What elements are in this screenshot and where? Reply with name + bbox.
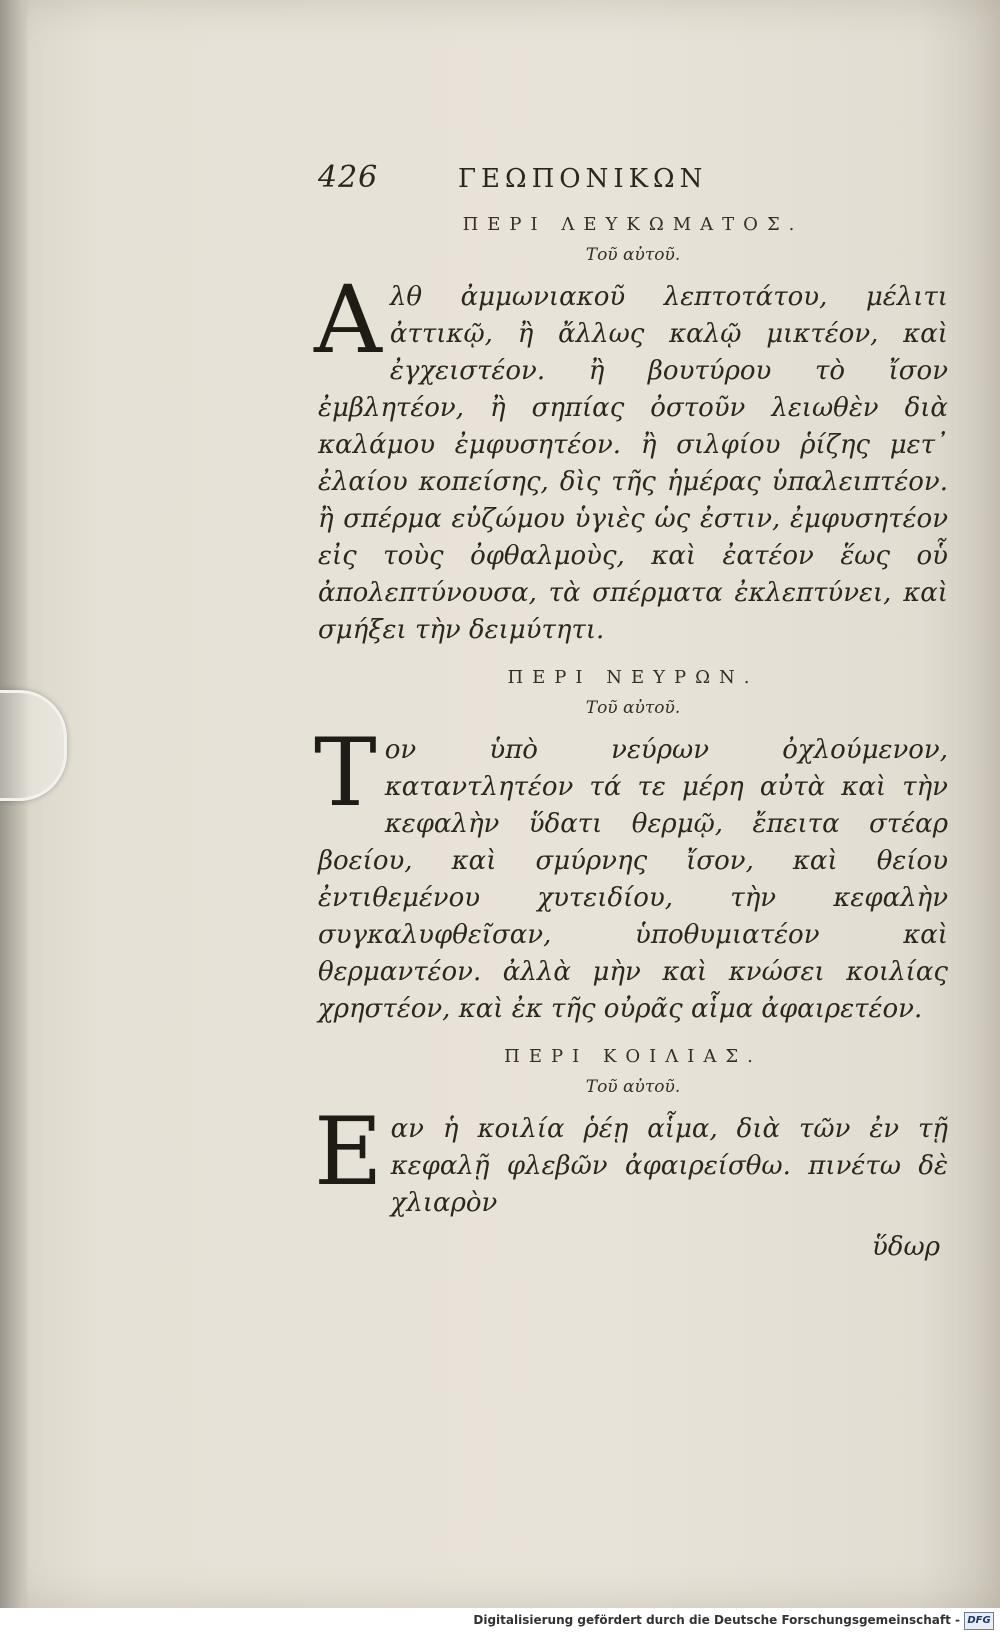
page-clip [0, 690, 67, 801]
paragraph-text: λθ ἀμμωνιακοῦ λεπτοτάτου, μέλιτι ἀττικῷ, ἢ ἄλλως καλῷ μικτέον, καὶ ἐγχειστέον. ἢ βουτύρου τὸ ἴσον ἐμβλητέον, ἢ σηπίας ὀστοῦν λειωθὲν διὰ καλάμου ἐμφυσητέον. ἢ σιλφίου ῥίζης μετ᾽ ἐλαίου κοπείσης, δὶς τῆς ἡμέρας ὑπαλειπτέον. ἢ σπέρμα εὐζώμου ὑγιὲς ὡς ἐστιν, ἐμφυσητέον εἰς τοὺς ὀφθαλμοὺς, καὶ ἐατέον ἕως οὗ ἀπολεπτύνουσα, τὰ σπέρματα ἐκλεπτύνει, καὶ σμήξει τὴν δειμύτητι. [318, 282, 948, 645]
section-paragraph [314, 719, 948, 1028]
page-gutter-edge [0, 0, 28, 1608]
section-title: ΠΕΡΙ ΚΟΙΛΙΑΣ. [504, 1046, 762, 1067]
page-number: 426 [318, 160, 379, 195]
drop-cap-initial: Α [314, 266, 382, 375]
catchword: ὕδωρ [872, 1232, 940, 1262]
section-subtitle: Τοῦ αὐτοῦ. [585, 698, 681, 718]
section-koilias [314, 1046, 948, 1222]
dfg-logo: DFG [964, 1612, 994, 1630]
section-neuron [314, 667, 948, 1028]
section-paragraph [314, 266, 948, 649]
drop-cap-initial: Τ [314, 719, 377, 828]
paragraph-text: αν ἡ κοιλία ῥέῃ αἷμα, διὰ τῶν ἐν τῇ κεφαλῇ φλεβῶν ἀφαιρείσθω. πινέτω δὲ χλιαρὸν [390, 1114, 948, 1218]
running-title: ΓΕΩΠΟΝΙΚΩΝ [458, 164, 708, 194]
section-paragraph [314, 1098, 948, 1222]
page-header [318, 160, 948, 204]
section-subtitle: Τοῦ αὐτοῦ. [585, 245, 681, 265]
section-subtitle: Τοῦ αὐτοῦ. [585, 1077, 681, 1097]
funding-credit: Digitalisierung gefördert durch die Deutsche Forschungsgemeinschaft - [473, 1613, 960, 1627]
digitization-footer [0, 1608, 1000, 1633]
section-title: ΠΕΡΙ ΛΕΥΚΩΜΑΤΟΣ. [462, 214, 804, 235]
section-title: ΠΕΡΙ ΝΕΥΡΩΝ. [507, 667, 759, 688]
text-block [314, 160, 948, 1262]
section-leukomatos [314, 214, 948, 649]
drop-cap-initial: Ε [314, 1098, 383, 1207]
paragraph-text: ον ὑπὸ νεύρων ὀχλούμενον, καταντλητέον τά τε μέρη αὐτὰ καὶ τὴν κεφαλὴν ὕδατι θερμῷ, ἔπειτα στέαρ βοείου, καὶ σμύρνης ἴσον, καὶ θείου ἐντιθεμένου χυτειδίου, τὴν κεφαλὴν συγκαλυφθεῖσαν, ὑποθυμιατέον καὶ θερμαντέον. ἀλλὰ μὴν καὶ κνώσει κοιλίας χρηστέον, καὶ ἐκ τῆς οὐρᾶς αἷμα ἀφαιρετέον. [318, 735, 948, 1024]
